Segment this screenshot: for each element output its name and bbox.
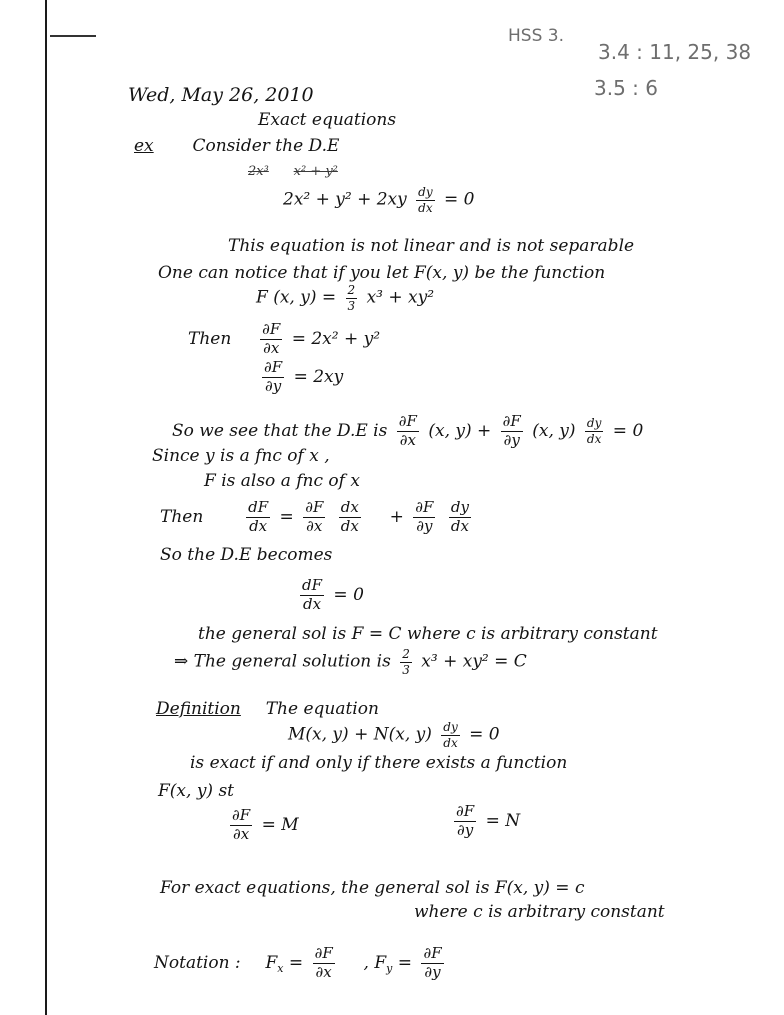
arbitrary-constant-note: where c is arbitrary constant [414,902,665,922]
equation-rhs: = 0 [444,189,475,210]
date-heading: Wed, May 26, 2010 [128,84,314,106]
then-label-2: Then [160,506,204,527]
dF-dx-equals-M [226,808,299,843]
function-definition-rhs: x³ + xy² [366,287,435,308]
total-derivative-rhs: = 0 [333,584,364,605]
implies-text: ⇒ The general solution is [174,651,391,672]
general-solution-statement: the general sol is F = C where c is arbitrary constant [198,624,658,644]
equals-M: = M [261,814,299,835]
total-derivative-zero [296,578,364,613]
de-form-line [172,414,643,449]
partial-y-rhs: = 2xy [293,366,344,387]
exact-general-solution: For exact equations, the general sol is F(x, y) = c [160,878,585,898]
equals-N: = N [485,810,521,831]
exact-iff-text: is exact if and only if there exists a function [190,753,568,773]
general-solution-rhs: x³ + xy² = C [421,651,527,672]
dx-dx-fraction: $\frac{dx}{dx}$ [340,498,359,535]
example-label: ex [134,136,154,156]
margin-line [45,0,47,1015]
dy-dx-fraction: $\frac{dy}{dx}$ [450,498,469,535]
Fx-symbol: $F_x$ [265,952,284,975]
exact-equation-rhs: = 0 [469,724,500,745]
homework-line-2: 3.4 : 11, 25, 38 [598,40,752,64]
dy-dx-fraction: $\frac{dy}{dx}$ [443,720,458,750]
two-thirds-fraction: $\frac{2}{3}$ [402,647,410,677]
two-thirds-fraction: $\frac{2}{3}$ [347,283,356,313]
homework-line-1: HSS 3. [508,26,564,46]
since-line-1: Since y is a fnc of x , [152,446,330,466]
exact-equation-form [288,721,500,749]
Fy-symbol: $F_y$ [374,952,393,975]
dF-dx-total-fraction: $\frac{dF}{dx}$ [248,498,269,535]
struck-term-2: x² + y² [293,164,338,179]
notice-text: One can notice that if you let F(x, y) be the function [158,263,606,283]
example-intro [134,136,339,156]
partial-y-line [258,360,343,395]
F-st-text: F(x, y) st [158,781,235,801]
struck-term-1: 2x³ [248,164,269,179]
dF-dy-fraction: $\frac{\partial F}{\partial y}$ [456,802,475,839]
the-equation-text: The equation [265,699,379,719]
differential-equation [283,186,475,214]
de-form-args-2: (x, y) [532,420,576,441]
de-form-args-1: (x, y) + [428,420,492,441]
then-label: Then [188,328,232,349]
struck-text [248,160,338,180]
de-form-text: So we see that the D.E is [172,420,388,441]
page-title: Exact equations [258,110,397,130]
homework-line-3: 3.5 : 6 [594,76,658,100]
partial-x-line [188,322,380,357]
dF-dy-equals-N [450,804,520,839]
function-definition-lhs: F (x, y) = [256,287,337,308]
becomes-text: So the D.E becomes [160,545,333,565]
chain-equals: = [279,506,294,527]
Fx-equals: = [288,952,304,973]
since-line-2: F is also a fnc of x [204,471,360,491]
top-dash-mark [50,35,96,37]
notation-comma: , [363,952,369,973]
dF-dx-fraction: $\frac{\partial F}{\partial x}$ [262,320,281,357]
dF-dx-fraction: $\frac{\partial F}{\partial x}$ [305,498,324,535]
Fy-equals: = [397,952,413,973]
dF-dy-fraction: $\frac{\partial F}{\partial y}$ [264,358,283,395]
de-form-rhs: = 0 [612,420,644,441]
definition-heading [156,699,379,719]
dF-dy-fraction: $\frac{\partial F}{\partial y}$ [502,412,521,449]
dF-dy-fraction: $\frac{\partial F}{\partial y}$ [415,498,434,535]
dF-dx-fraction: $\frac{\partial F}{\partial x}$ [314,944,333,981]
not-linear-text: This equation is not linear and is not separable [228,236,635,256]
dy-dx-fraction: $\frac{dy}{dx}$ [586,416,602,446]
dy-dx-fraction: $\frac{dy}{dx}$ [418,185,433,215]
equation-lhs: 2x² + y² + 2xy [283,189,407,210]
definition-label: Definition [156,699,241,719]
partial-x-rhs: = 2x² + y² [291,328,381,349]
consider-text: Consider the D.E [192,136,340,156]
dF-dy-fraction: $\frac{\partial F}{\partial y}$ [423,944,442,981]
chain-plus: + [389,506,404,527]
dF-dx-fraction: $\frac{\partial F}{\partial x}$ [398,412,417,449]
dF-dx-fraction: $\frac{\partial F}{\partial x}$ [232,806,251,843]
function-definition [256,284,434,312]
exact-equation-lhs: M(x, y) + N(x, y) [288,724,432,745]
chain-rule-line [160,500,475,535]
dF-dx-total-fraction: $\frac{dF}{dx}$ [302,576,323,613]
notation-line [154,946,448,981]
general-solution-line [174,648,527,676]
notation-label: Notation : [154,952,241,973]
